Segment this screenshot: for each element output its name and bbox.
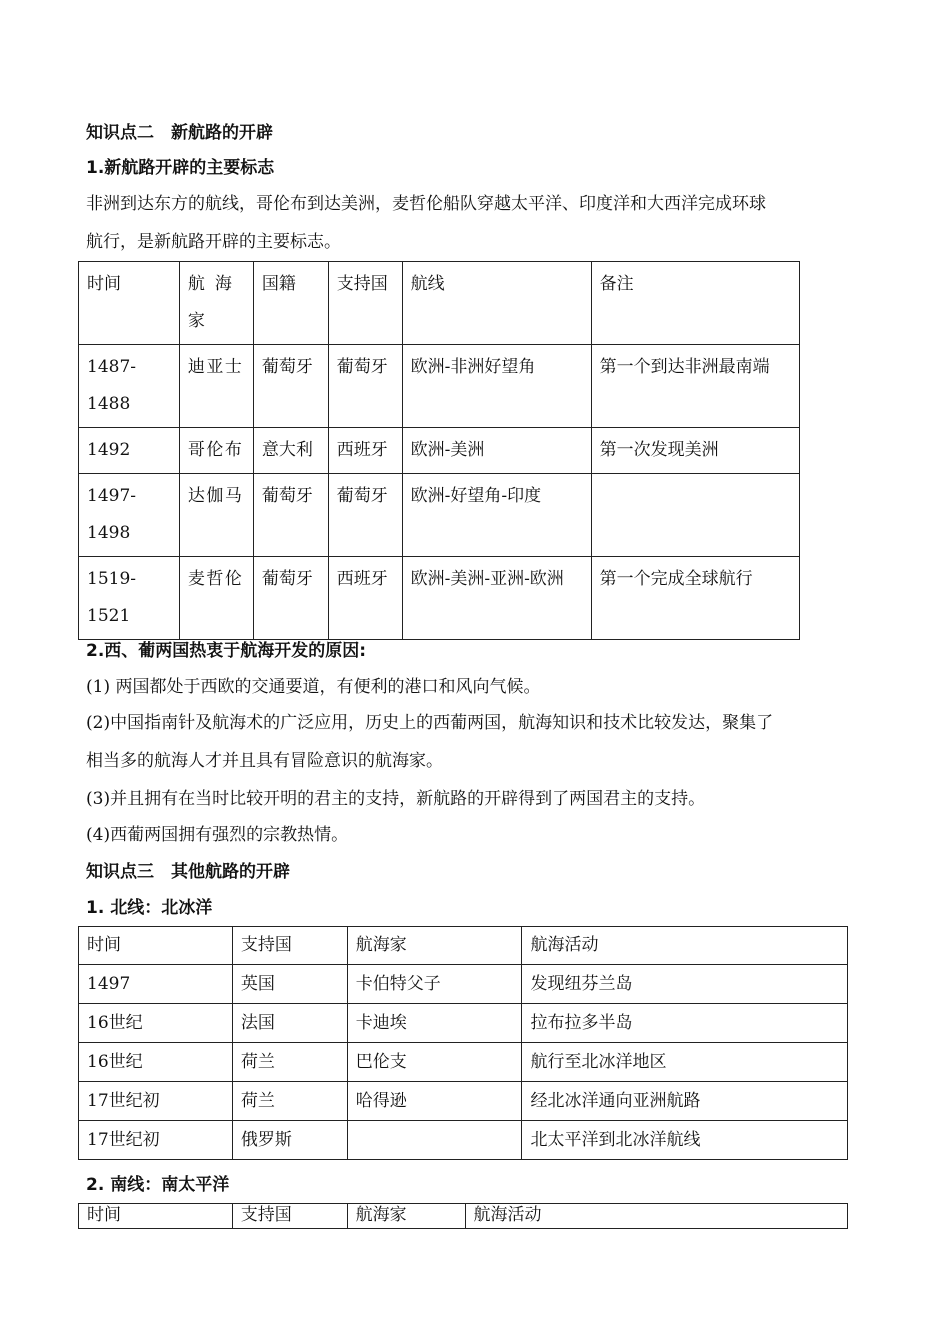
cell-time: 16世纪: [79, 1043, 233, 1082]
cell-note: 第一个到达非洲最南端: [591, 345, 799, 428]
cell-time: 1492: [79, 428, 180, 474]
cell-time: 1497: [79, 965, 233, 1004]
reason-item: (1) 两国都处于西欧的交通要道，有便利的港口和风向气候。: [86, 677, 541, 697]
header-cell: 时间: [79, 927, 233, 965]
table-row: [79, 557, 800, 640]
cell-activity: 发现纽芬兰岛: [522, 965, 848, 1004]
subheading-south-route: 2. 南线：南太平洋: [86, 1175, 230, 1195]
table-row: [79, 345, 800, 428]
cell-route: 欧洲-美洲-亚洲-欧洲: [402, 557, 591, 640]
table-row: [79, 1082, 848, 1121]
reason-item: (3)并且拥有在当时比较开明的君主的支持，新航路的开辟得到了两国君主的支持。: [86, 789, 706, 809]
header-cell: 时间: [79, 1204, 233, 1229]
cell-navigator: 卡迪埃: [347, 1004, 522, 1043]
cell-navigator: [347, 1121, 522, 1160]
cell-navigator: 哈得逊: [347, 1082, 522, 1121]
section-heading-2: 知识点二 新航路的开辟: [86, 123, 273, 143]
reason-item: (4)西葡两国拥有强烈的宗教热情。: [86, 825, 349, 845]
cell-navigator: 达伽马: [179, 474, 253, 557]
cell-route: 欧洲-非洲好望角: [402, 345, 591, 428]
table-row: [79, 1043, 848, 1082]
cell-note: 第一个完成全球航行: [591, 557, 799, 640]
header-cell: 支持国: [328, 262, 402, 345]
cell-activity: 北太平洋到北冰洋航线: [522, 1121, 848, 1160]
cell-navigator: 迪亚士: [179, 345, 253, 428]
cell-supporter: 荷兰: [232, 1043, 347, 1082]
table-row: [79, 965, 848, 1004]
table-header-row: [79, 262, 800, 345]
table-row: [79, 428, 800, 474]
cell-time: 1487-1488: [79, 345, 180, 428]
table-header-row: [79, 1204, 848, 1229]
cell-nationality: 葡萄牙: [253, 474, 328, 557]
cell-note: [591, 474, 799, 557]
header-cell: 航线: [402, 262, 591, 345]
header-cell: [179, 262, 253, 345]
cell-activity: 拉布拉多半岛: [522, 1004, 848, 1043]
cell-nationality: 葡萄牙: [253, 557, 328, 640]
voyages-table: [78, 261, 800, 640]
cell-time: 17世纪初: [79, 1121, 233, 1160]
cell-supporter: 葡萄牙: [328, 345, 402, 428]
subheading-north-route: 1. 北线：北冰洋: [86, 898, 213, 918]
header-cell: 国籍: [253, 262, 328, 345]
header-navigator: 航海家: [187, 274, 232, 331]
section-heading-3: 知识点三 其他航路的开辟: [86, 862, 290, 882]
cell-supporter: 西班牙: [328, 428, 402, 474]
header-cell: 支持国: [232, 1204, 347, 1229]
subheading-main-signs: 1.新航路开辟的主要标志: [86, 158, 275, 178]
cell-supporter: 荷兰: [232, 1082, 347, 1121]
cell-route: 欧洲-好望角-印度: [402, 474, 591, 557]
table-header-row: [79, 927, 848, 965]
reason-item: (2)中国指南针及航海术的广泛应用，历史上的西葡两国，航海知识和技术比较发达，聚集了: [86, 713, 774, 733]
paragraph-line: 航行，是新航路开辟的主要标志。: [86, 232, 341, 252]
cell-time: 16世纪: [79, 1004, 233, 1043]
cell-time: 17世纪初: [79, 1082, 233, 1121]
cell-note: 第一次发现美洲: [591, 428, 799, 474]
cell-navigator: 哥伦布: [179, 428, 253, 474]
cell-supporter: 葡萄牙: [328, 474, 402, 557]
header-cell: 备注: [591, 262, 799, 345]
cell-navigator: 麦哲伦: [179, 557, 253, 640]
cell-supporter: 法国: [232, 1004, 347, 1043]
paragraph-line: 非洲到达东方的航线，哥伦布到达美洲，麦哲伦船队穿越太平洋、印度洋和大西洋完成环球: [86, 194, 766, 214]
header-cell: 时间: [79, 262, 180, 345]
cell-time: 1519-1521: [79, 557, 180, 640]
table-row: [79, 1004, 848, 1043]
reason-item: 相当多的航海人才并且具有冒险意识的航海家。: [86, 751, 443, 771]
cell-nationality: 意大利: [253, 428, 328, 474]
cell-navigator: 卡伯特父子: [347, 965, 522, 1004]
south-route-table: [78, 1203, 848, 1229]
cell-supporter: 英国: [232, 965, 347, 1004]
cell-supporter: 俄罗斯: [232, 1121, 347, 1160]
header-cell: 航海活动: [465, 1204, 847, 1229]
cell-route: 欧洲-美洲: [402, 428, 591, 474]
header-cell: 航海活动: [522, 927, 848, 965]
cell-navigator: 巴伦支: [347, 1043, 522, 1082]
cell-activity: 经北冰洋通向亚洲航路: [522, 1082, 848, 1121]
table-row: [79, 1121, 848, 1160]
subheading-reasons: 2.西、葡两国热衷于航海开发的原因:: [86, 641, 367, 661]
cell-time: 1497-1498: [79, 474, 180, 557]
cell-activity: 航行至北冰洋地区: [522, 1043, 848, 1082]
header-cell: 航海家: [347, 1204, 465, 1229]
cell-nationality: 葡萄牙: [253, 345, 328, 428]
header-cell: 支持国: [232, 927, 347, 965]
north-route-table: [78, 926, 848, 1160]
header-cell: 航海家: [347, 927, 522, 965]
cell-supporter: 西班牙: [328, 557, 402, 640]
table-row: [79, 474, 800, 557]
